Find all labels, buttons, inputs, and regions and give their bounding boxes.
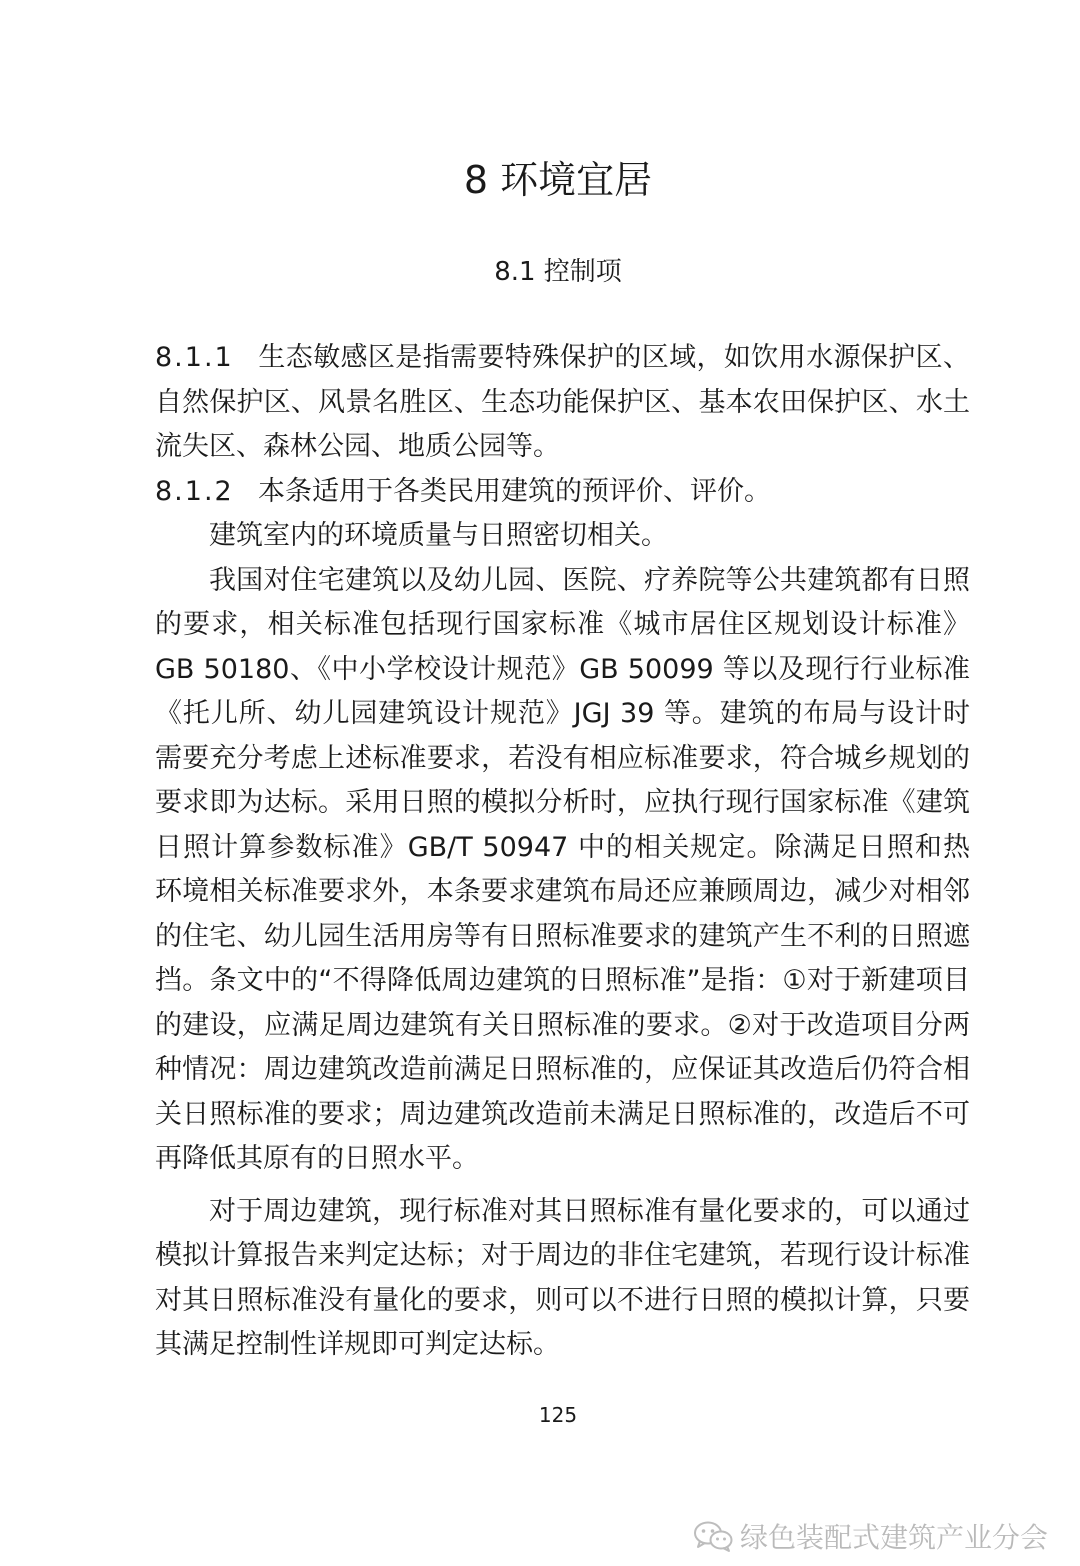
page-number: 125 <box>538 1403 578 1427</box>
clause-number: 8.1.1 <box>155 342 234 373</box>
section-title: 8.1 控制项 <box>494 257 622 287</box>
clause-8-1-1 <box>155 336 970 470</box>
paragraph: 对于周边建筑，现行标准对其日照标准有量化要求的，可以通过模拟计算报告来判定达标；对于周边的非住宅建筑，若现行设计标准对其日照标准没有量化的要求，则可以不进行日照的模拟计算，只要其满足控制性详规即可判定达标。 <box>155 1195 970 1360</box>
clause-8-1-2 <box>155 470 970 515</box>
clause-text: 生态敏感区是指需要特殊保护的区域，如饮用水源保护区、自然保护区、风景名胜区、生态功能保护区、基本农田保护区、水土流失区、森林公园、地质公园等。 <box>155 342 970 462</box>
clause-text: 本条适用于各类民用建筑的预评价、评价。 <box>258 475 771 507</box>
paragraph: 我国对住宅建筑以及幼儿园、医院、疗养院等公共建筑都有日照的要求，相关标准包括现行国家标准《城市居住区规划设计标准》GB 50180、《中小学校设计规范》GB 50099 等以及现行行业标准《托儿所、幼儿园建筑设计规范》JGJ 39 等。建筑的布局与设计时需要充分考虑上述标准要求，若没有相应标准要求，符合城乡规划的要求即为达标。采用日照的模拟分析时，应执行现行国家标准《建筑日照计算参数标准》GB/T 50947 中的相关规定。除满足日照和热环境相关标准要求外，本条要求建筑布局还应兼顾周边，减少对相邻的住宅、幼儿园生活用房等有日照标准要求的建筑产生不利的日照遮挡。条文中的“不得降低周边建筑的日照标准”是指：①对于新建项目的建设，应满足周边建筑有关日照标准的要求。②对于改造项目分两种情况：周边建筑改造前满足日照标准的，应保证其改造后仍符合相关日照标准的要求；周边建筑改造前未满足日照标准的，改造后不可再降低其原有的日照水平。 <box>155 564 970 1174</box>
document-body <box>155 336 970 1368</box>
watermark-text: 绿色装配式建筑产业分会 <box>739 1521 1048 1554</box>
paragraph: 建筑室内的环境质量与日照密切相关。 <box>209 520 668 551</box>
chapter-title: 8 环境宜居 <box>463 158 653 202</box>
wechat-icon <box>692 1519 734 1553</box>
watermark <box>692 1514 1048 1558</box>
clause-number: 8.1.2 <box>155 475 234 507</box>
